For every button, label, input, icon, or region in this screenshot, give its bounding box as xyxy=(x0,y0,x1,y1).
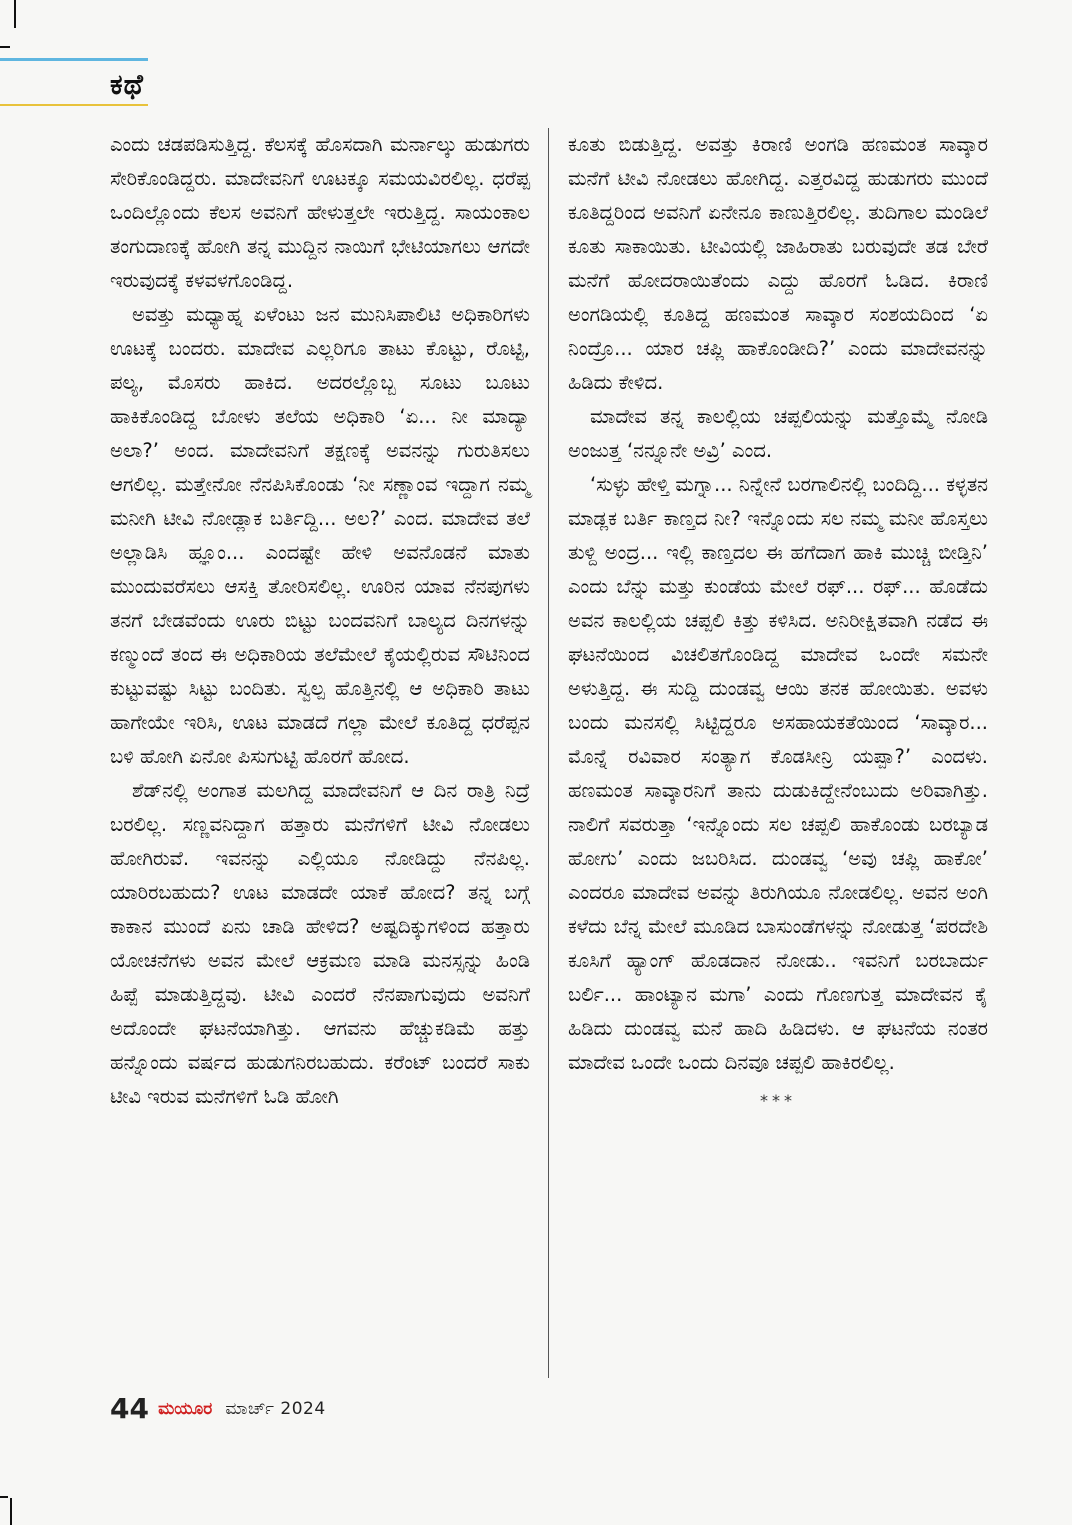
issue-date: ಮಾರ್ಚ್ 2024 xyxy=(225,1398,326,1419)
right-paragraph-1: ಕೂತು ಬಿಡುತ್ತಿದ್ದ. ಅವತ್ತು ಕಿರಾಣಿ ಅಂಗಡಿ ಹಣಮಂತ ಸಾವ್ಕಾರ ಮನೆಗೆ ಟೀವಿ ನೋಡಲು ಹೋಗಿದ್ದ. ಎತ್ತರವಿದ್ದ ಹುಡುಗರು ಮುಂದೆ ಕೂತಿದ್ದರಿಂದ ಅವನಿಗೆ ಏನೇನೂ ಕಾಣುತ್ತಿರಲಿಲ್ಲ. ತುದಿಗಾಲ ಮಂಡಿಲೆ ಕೂತು ಸಾಕಾಯಿತು. ಟೀವಿಯಲ್ಲಿ ಜಾಹಿರಾತು ಬರುವುದೇ ತಡ ಬೇರೆ ಮನೆಗೆ ಹೋದರಾಯಿತೆಂದು ಎದ್ದು ಹೊರಗೆ ಓಡಿದ. ಕಿರಾಣಿ ಅಂಗಡಿಯಲ್ಲಿ ಕೂತಿದ್ದ ಹಣಮಂತ ಸಾವ್ಕಾರ ಸಂಶಯದಿಂದ ‘ಏ ನಿಂದ್ರೊ... ಯಾರ ಚಪ್ಲಿ ಹಾಕೊಂಡೀದಿ?’ ಎಂದು ಮಾದೇವನನ್ನು ಹಿಡಿದು ಕೇಳಿದ. xyxy=(568,133,988,394)
page-number: 44 xyxy=(110,1392,149,1425)
left-paragraph-2: ಅವತ್ತು ಮಧ್ಯಾಹ್ನ ಏಳೆಂಟು ಜನ ಮುನಿಸಿಪಾಲಿಟಿ ಅಧಿಕಾರಿಗಳು ಊಟಕ್ಕೆ ಬಂದರು. ಮಾದೇವ ಎಲ್ಲರಿಗೂ ತಾಟು ಕೊಟ್ಟು, ರೊಟ್ಟಿ, ಪಲ್ಯ, ಮೊಸರು ಹಾಕಿದ. ಅದರಲ್ಲೊಬ್ಬ ಸೂಟು ಬೂಟು ಹಾಕಿಕೊಂಡಿದ್ದ ಬೋಳು ತಲೆಯ ಅಧಿಕಾರಿ ‘ಏ... ನೀ ಮಾದ್ಯಾ ಅಲಾ?’ ಅಂದ. ಮಾದೇವನಿಗೆ ತಕ್ಷಣಕ್ಕೆ ಅವನನ್ನು ಗುರುತಿಸಲು ಆಗಲಿಲ್ಲ. ಮತ್ತೇನೋ ನೆನಪಿಸಿಕೊಂಡು ‘ನೀ ಸಣ್ಣಾಂವ ಇದ್ದಾಗ ನಮ್ಮ ಮನೀಗಿ ಟೀವಿ ನೋಡ್ಲಾಕ ಬರ್ತಿದ್ದಿ... ಅಲ?’ ಎಂದ. ಮಾದೇವ ತಲೆ ಅಲ್ಲಾಡಿಸಿ ಹ್ಞೂಂ... ಎಂದಷ್ಟೇ ಹೇಳಿ ಅವನೊಡನೆ ಮಾತು ಮುಂದುವರೆಸಲು ಆಸಕ್ತಿ ತೋರಿಸಲಿಲ್ಲ. ಊರಿನ ಯಾವ ನೆನಪುಗಳು ತನಗೆ ಬೇಡವೆಂದು ಊರು ಬಿಟ್ಟು ಬಂದವನಿಗೆ ಬಾಲ್ಯದ ದಿನಗಳನ್ನು ಕಣ್ಮುಂದೆ ತಂದ ಈ ಅಧಿಕಾರಿಯ ತಲೆಮೇಲೆ ಕೈಯಲ್ಲಿರುವ ಸೌಟಿನಿಂದ ಕುಟ್ಟುವಷ್ಟು ಸಿಟ್ಟು ಬಂದಿತು. ಸ್ವಲ್ಪ ಹೊತ್ತಿನಲ್ಲಿ ಆ ಅಧಿಕಾರಿ ತಾಟು ಹಾಗೇಯೇ ಇರಿಸಿ, ಊಟ ಮಾಡದೆ ಗಲ್ಲಾ ಮೇಲೆ ಕೂತಿದ್ದ ಧರೆಪ್ಪನ ಬಳಿ ಹೋಗಿ ಏನೋ ಪಿಸುಗುಟ್ಟಿ ಹೊರಗೆ ಹೋದ. xyxy=(110,303,530,768)
page-footer xyxy=(110,1392,326,1428)
left-column xyxy=(110,128,530,1114)
end-mark: *** xyxy=(760,1091,796,1110)
crop-mark-bottom-left xyxy=(10,1498,12,1525)
crop-mark-top-left xyxy=(14,0,16,28)
right-paragraph-2: ಮಾದೇವ ತನ್ನ ಕಾಲಲ್ಲಿಯ ಚಪ್ಪಲಿಯನ್ನು ಮತ್ತೊಮ್ಮೆ ನೋಡಿ ಅಂಜುತ್ತ ‘ನನ್ನೂನೇ ಅವ್ರಿ’ ಎಂದ. xyxy=(568,405,988,462)
header-top-rule xyxy=(0,58,148,61)
section-title: ಕಥೆ xyxy=(110,68,144,101)
left-paragraph-1: ಎಂದು ಚಡಪಡಿಸುತ್ತಿದ್ದ. ಕೆಲಸಕ್ಕೆ ಹೊಸದಾಗಿ ಮರ್ನಾಲ್ಕು ಹುಡುಗರು ಸೇರಿಕೊಂಡಿದ್ದರು. ಮಾದೇವನಿಗೆ ಊಟಕ್ಕೂ ಸಮಯವಿರಲಿಲ್ಲ. ಧರೆಪ್ಪ ಒಂದಿಲ್ಲೊಂದು ಕೆಲಸ ಅವನಿಗೆ ಹೇಳುತ್ತಲೇ ಇರುತ್ತಿದ್ದ. ಸಾಯಂಕಾಲ ತಂಗುದಾಣಕ್ಕೆ ಹೋಗಿ ತನ್ನ ಮುದ್ದಿನ ನಾಯಿಗೆ ಭೇಟಿಯಾಗಲು ಆಗದೇ ಇರುವುದಕ್ಕೆ ಕಳವಳಗೊಂಡಿದ್ದ. xyxy=(110,133,530,292)
magazine-brand: ಮಯೂರ xyxy=(158,1398,213,1419)
column-divider xyxy=(548,128,549,1378)
right-paragraph-3: ‘ಸುಳ್ಳು ಹೇಳ್ತಿ ಮಗ್ನಾ... ನಿನ್ನೇನೆ ಬರಗಾಲಿನಲ್ಲಿ ಬಂದಿದ್ದಿ... ಕಳ್ಳತನ ಮಾಡ್ಲಕ ಬರ್ತಿ ಕಾಣ್ತದ ನೀ? ಇನ್ನೊಂದು ಸಲ ನಮ್ಮ ಮನೀ ಹೊಸ್ತಲು ತುಳ್ದಿ ಅಂದ್ರ... ಇಲ್ಲಿ ಕಾಣ್ತದಲ ಈ ಹಗೆದಾಗ ಹಾಕಿ ಮುಚ್ಚಿ ಬೀಡ್ತಿನಿ’ ಎಂದು ಬೆನ್ನು ಮತ್ತು ಕುಂಡೆಯ ಮೇಲೆ ರಫ್... ರಫ್... ಹೊಡೆದು ಅವನ ಕಾಲಲ್ಲಿಯ ಚಪ್ಪಲಿ ಕಿತ್ತು ಕಳಿಸಿದ. ಅನಿರೀಕ್ಷಿತವಾಗಿ ನಡೆದ ಈ ಘಟನೆಯಿಂದ ವಿಚಲಿತಗೊಂಡಿದ್ದ ಮಾದೇವ ಒಂದೇ ಸಮನೇ ಅಳುತ್ತಿದ್ದ. ಈ ಸುದ್ದಿ ದುಂಡವ್ವ ಆಯಿ ತನಕ ಹೋಯಿತು. ಅವಳು ಬಂದು ಮನಸಲ್ಲಿ ಸಿಟ್ಟಿದ್ದರೂ ಅಸಹಾಯಕತೆಯಿಂದ ‘ಸಾವ್ಕಾರ... ಮೊನ್ನೆ ರವಿವಾರ ಸಂತ್ಯಾಗ ಕೊಡಸೀನ್ರಿ ಯಪ್ಪಾ?’ ಎಂದಳು. ಹಣಮಂತ ಸಾವ್ಕಾರನಿಗೆ ತಾನು ದುಡುಕಿದ್ದೇನೆಂಬುದು ಅರಿವಾಗಿತ್ತು. ನಾಲಿಗೆ ಸವರುತ್ತಾ ‘ಇನ್ನೊಂದು ಸಲ ಚಪ್ಪಲಿ ಹಾಕೊಂಡು ಬರಬ್ಯಾಡ ಹೋಗು’ ಎಂದು ಜಬರಿಸಿದ. ದುಂಡವ್ವ ‘ಅವು ಚಪ್ಲಿ ಹಾಕೋ’ ಎಂದರೂ ಮಾದೇವ ಅವನ್ನು ತಿರುಗಿಯೂ ನೋಡಲಿಲ್ಲ. ಅವನ ಅಂಗಿ ಕಳೆದು ಬೆನ್ನ ಮೇಲೆ ಮೂಡಿದ ಬಾಸುಂಡೆಗಳನ್ನು ನೋಡುತ್ತ ‘ಪರದೇಶಿ ಕೂಸಿಗೆ ಹ್ಯಾಂಗ್ ಹೊಡದಾನ ನೋಡು.. ಇವನಿಗೆ ಬರಬಾರ್ದು ಬರ್ಲಿ... ಹಾಂಟ್ಯಾನ ಮಗಾ’ ಎಂದು ಗೊಣಗುತ್ತ ಮಾದೇವನ ಕೈ ಹಿಡಿದು ದುಂಡವ್ವ ಮನೆ ಹಾದಿ ಹಿಡಿದಳು. ಆ ಘಟನೆಯ ನಂತರ ಮಾದೇವ ಒಂದೇ ಒಂದು ದಿನವೂ ಚಪ್ಪಲಿ ಹಾಕಿರಲಿಲ್ಲ. xyxy=(568,473,988,1074)
crop-mark-left-bottom xyxy=(0,1496,8,1498)
section-header xyxy=(0,58,150,108)
left-paragraph-3: ಶೆಡ್‌ನಲ್ಲಿ ಅಂಗಾತ ಮಲಗಿದ್ದ ಮಾದೇವನಿಗೆ ಆ ದಿನ ರಾತ್ರಿ ನಿದ್ರೆ ಬರಲಿಲ್ಲ. ಸಣ್ಣವನಿದ್ದಾಗ ಹತ್ತಾರು ಮನೆಗಳಿಗೆ ಟೀವಿ ನೋಡಲು ಹೋಗಿರುವೆ. ಇವನನ್ನು ಎಲ್ಲಿಯೂ ನೋಡಿದ್ದು ನೆನಪಿಲ್ಲ. ಯಾರಿರಬಹುದು? ಊಟ ಮಾಡದೇ ಯಾಕೆ ಹೋದ? ತನ್ನ ಬಗ್ಗೆ ಕಾಕಾನ ಮುಂದೆ ಏನು ಚಾಡಿ ಹೇಳಿದ? ಅಷ್ಟದಿಕ್ಕುಗಳಿಂದ ಹತ್ತಾರು ಯೋಚನೆಗಳು ಅವನ ಮೇಲೆ ಆಕ್ರಮಣ ಮಾಡಿ ಮನಸ್ಸನ್ನು ಹಿಂಡಿ ಹಿಪ್ಪೆ ಮಾಡುತ್ತಿದ್ದವು. ಟೀವಿ ಎಂದರೆ ನೆನಪಾಗುವುದು ಅವನಿಗೆ ಅದೊಂದೇ ಘಟನೆಯಾಗಿತ್ತು. ಆಗವನು ಹೆಚ್ಚುಕಡಿಮೆ ಹತ್ತು ಹನ್ನೊಂದು ವರ್ಷದ ಹುಡುಗನಿರಬಹುದು. ಕರೆಂಟ್ ಬಂದರೆ ಸಾಕು ಟೀವಿ ಇರುವ ಮನೆಗಳಿಗೆ ಓಡಿ ಹೋಗಿ xyxy=(110,779,530,1108)
crop-mark-left-top xyxy=(0,46,10,48)
header-bottom-rule xyxy=(0,104,148,106)
right-column xyxy=(568,128,988,1118)
